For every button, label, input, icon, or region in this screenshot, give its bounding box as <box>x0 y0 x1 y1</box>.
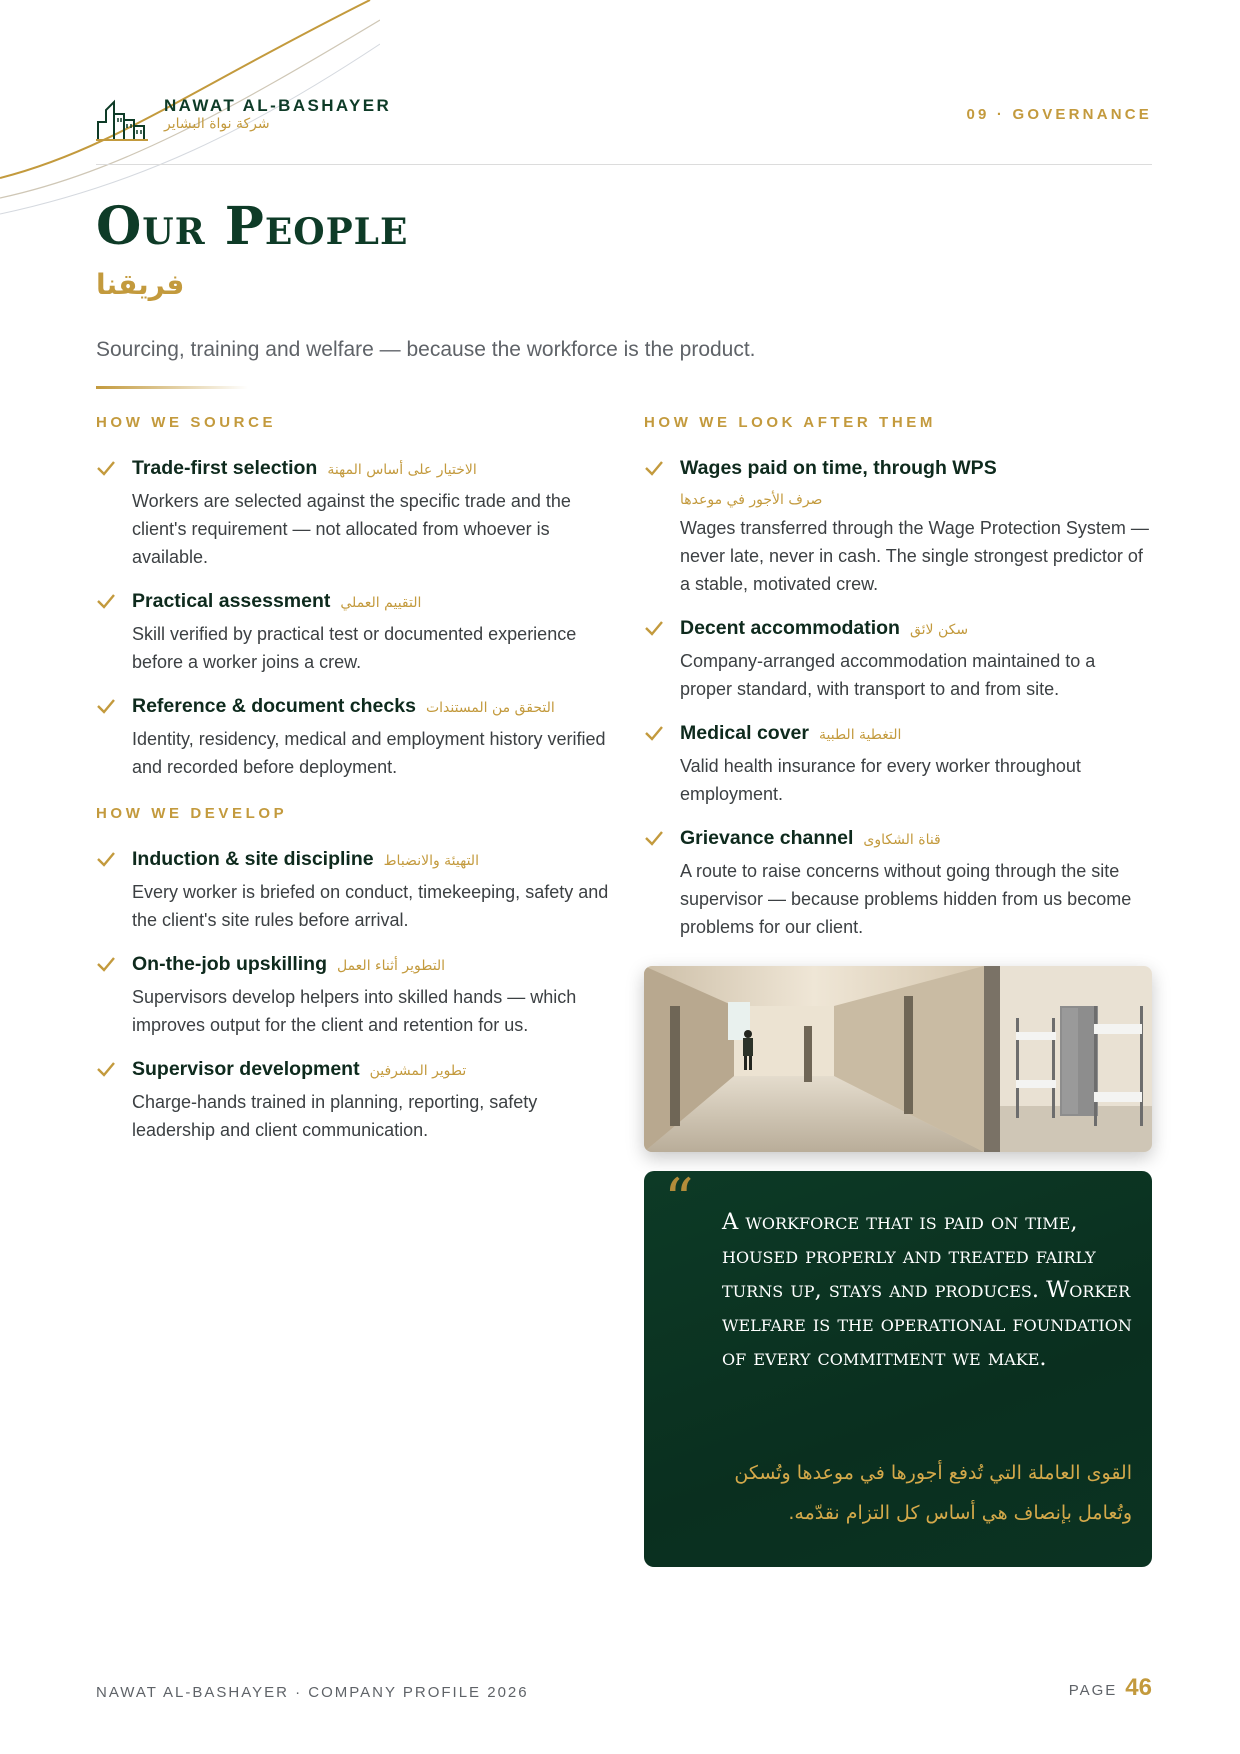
item-title-arabic: التغطية الطبية <box>818 727 902 743</box>
header-divider <box>96 164 1152 165</box>
item-description: A route to raise concerns without going through the site supervisor — because problems hidden from us become problems for our client. <box>680 861 1132 937</box>
item-description: Identity, residency, medical and employment history verified and recorded before deployment. <box>132 729 606 777</box>
item-title-arabic: التطوير أثناء العمل <box>336 958 446 974</box>
quote-text: A workforce that is paid on time, housed properly and treated fairly turns up, stays and produces. Worker welfare is the operational foundation of every commitment we make. <box>722 1209 1132 1371</box>
item-title: Decent accommodation <box>680 617 900 639</box>
brand-name-arabic: شركة نواة البشاير <box>164 116 270 132</box>
check-icon <box>96 459 116 477</box>
section-heading-develop: HOW WE DEVELOP <box>96 805 288 822</box>
section-tag: 09 · GOVERNANCE <box>966 106 1152 123</box>
list-item <box>96 1055 612 1144</box>
list-item <box>96 845 612 934</box>
item-title: On-the-job upskilling <box>132 953 327 975</box>
list-item <box>644 824 1152 941</box>
check-icon <box>96 697 116 715</box>
section-heading-care: HOW WE LOOK AFTER THEM <box>644 414 936 431</box>
check-icon <box>644 459 664 477</box>
page-lede: Sourcing, training and welfare — because the workforce is the product. <box>96 338 756 361</box>
item-description: Skill verified by practical test or documented experience before a worker joins a crew. <box>132 624 577 672</box>
item-description: Workers are selected against the specific trade and the client's requirement — not allocated from whoever is available. <box>132 491 571 567</box>
left-column <box>96 414 612 1160</box>
item-description: Company-arranged accommodation maintained to a proper standard, with transport to and from site. <box>680 651 1096 699</box>
list-item <box>644 454 1152 598</box>
check-icon <box>96 1060 116 1078</box>
item-title-arabic: التحقق من المستندات <box>425 700 555 716</box>
list-item <box>96 692 612 781</box>
item-description: Wages transferred through the Wage Protection System — never late, never in cash. The single strongest predictor of a stable, motivated crew. <box>680 518 1149 594</box>
lede-divider <box>96 386 248 389</box>
item-title: Medical cover <box>680 722 809 744</box>
item-description: Charge-hands trained in planning, reporting, safety leadership and client communication. <box>132 1092 538 1140</box>
check-icon <box>96 592 116 610</box>
item-title: Reference & document checks <box>132 695 416 717</box>
item-title-arabic: الاختيار على أساس المهنة <box>327 462 477 478</box>
building-skyline-icon <box>96 96 148 142</box>
item-title-arabic: صرف الأجور في موعدها <box>680 492 823 508</box>
quote-card <box>644 1166 1152 1567</box>
item-title-arabic: سكن لائق <box>909 622 969 638</box>
check-icon <box>96 850 116 868</box>
item-title-arabic: قناة الشكاوى <box>863 832 941 848</box>
item-description: Every worker is briefed on conduct, timekeeping, safety and the client's site rules before arrival. <box>132 882 609 930</box>
item-description: Valid health insurance for every worker throughout employment. <box>680 756 1081 804</box>
quote-text-arabic: القوى العاملة التي تُدفع أجورها في موعدها وتُسكن وتُعامل بإنصاف هي أساس كل التزام نقدّمه. <box>734 1462 1132 1524</box>
quote-mark-icon: “ <box>664 1166 694 1234</box>
page-header <box>96 92 1152 164</box>
page-number: 46 <box>1125 1674 1152 1701</box>
item-title: Trade-first selection <box>132 457 318 479</box>
list-item <box>96 587 612 676</box>
page-title: Our People <box>96 196 409 257</box>
check-icon <box>644 829 664 847</box>
list-item <box>644 719 1152 808</box>
footer-company: NAWAT AL-BASHAYER · COMPANY PROFILE 2026 <box>96 1684 529 1701</box>
item-description: Supervisors develop helpers into skilled hands — which improves output for the client and retention for us. <box>132 987 577 1035</box>
brand-name: NAWAT AL-BASHAYER <box>164 96 392 115</box>
list-item <box>96 950 612 1039</box>
item-title: Supervisor development <box>132 1058 360 1080</box>
item-title: Practical assessment <box>132 590 331 612</box>
section-heading-source: HOW WE SOURCE <box>96 414 277 431</box>
page-label: PAGE <box>1068 1682 1118 1699</box>
list-item <box>644 614 1152 703</box>
item-title: Grievance channel <box>680 827 854 849</box>
item-title-arabic: تطوير المشرفين <box>369 1063 467 1079</box>
check-icon <box>644 724 664 742</box>
item-title: Induction & site discipline <box>132 848 374 870</box>
item-title: Wages paid on time, through WPS <box>680 457 997 479</box>
item-title-arabic: التهيئة والانضباط <box>383 853 479 869</box>
list-item <box>96 454 612 571</box>
page-title-arabic: فريقنا <box>96 268 185 301</box>
right-column <box>644 414 1152 957</box>
footer-page <box>1069 1674 1152 1702</box>
check-icon <box>644 619 664 637</box>
accommodation-photo <box>644 966 1152 1152</box>
check-icon <box>96 955 116 973</box>
item-title-arabic: التقييم العملي <box>340 595 422 611</box>
